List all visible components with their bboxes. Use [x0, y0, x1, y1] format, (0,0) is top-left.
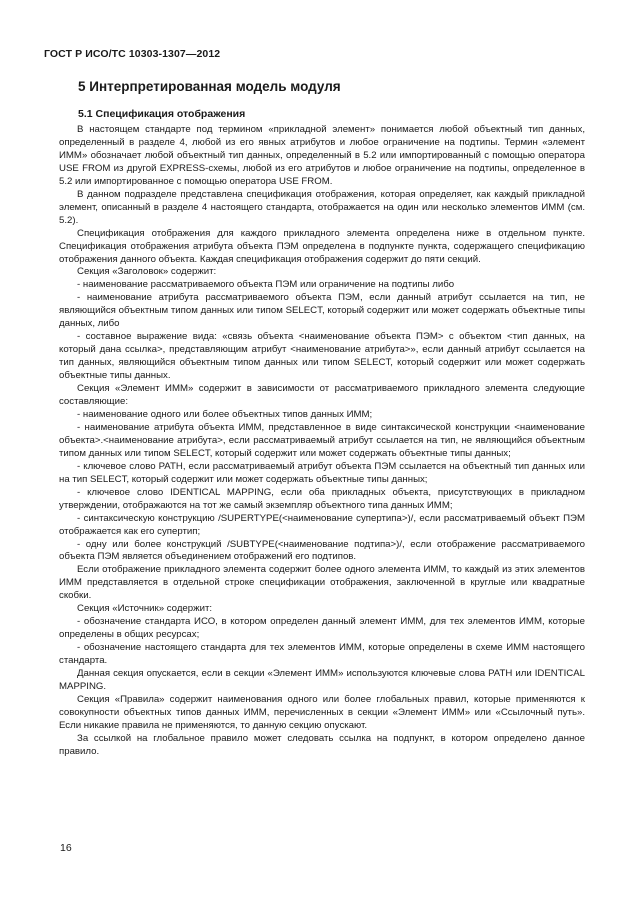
paragraph: Секция «Источник» содержит: — [77, 603, 213, 615]
subsection-title: 5.1 Спецификация отображения — [78, 108, 246, 120]
paragraph: Данная секция опускается, если в секции «Элемент ИММ» используются ключевые слова PATH или IDENTICAL MAPPING. — [59, 668, 585, 692]
list-item: - наименование атрибута объекта ИММ, представленное в виде синтаксической конструкции <наименование объекта>.<наименование атрибута>, если рассматриваемый атрибут ссылается на тип, не являющийся объектным типом данных или типом SELECT, который содержит или может содержать объектные типы данных; — [59, 421, 585, 459]
body-text — [59, 124, 585, 759]
list-item: - синтаксическую конструкцию /SUPERTYPE(<наименование супертипа>)/, если рассматриваемый объект ПЭМ отображается как его супертип; — [59, 512, 585, 537]
paragraph: Секция «Элемент ИММ» содержит в зависимости от рассматриваемого прикладного элемента следующие составляющие: — [59, 383, 585, 408]
list-item: - наименование атрибута рассматриваемого объекта ПЭМ, если данный атрибут ссылается на тип, не являющийся объектным типом данных или типом SELECT, который содержит или может содержать объектные типы данных, либо — [59, 292, 585, 330]
list-item: - одну или более конструкций /SUBTYPE(<наименование подтипа>)/, если отображение рассматриваемого объекта ПЭМ является объединением отображений его подтипов. — [59, 538, 585, 563]
paragraph: Если отображение прикладного элемента содержит более одного элемента ИММ, то каждый из этих элементов ИММ представляется в отдельной строке спецификации отображения, заключенной в круглые или квадратные скобки. — [59, 564, 585, 602]
list-item: - составное выражение вида: «связь объекта <наименование объекта ПЭМ> с объектом <тип данных, на который дана ссылка>, представляющим атрибут <наименование атрибута>», если данный атрибут ссылается на тип данных, являющийся объектным типом данных или типом SELECT, который содержит или может содержать объектные типы данных. — [59, 331, 585, 382]
list-item: - обозначение стандарта ИСО, в котором определен данный элемент ИММ, для тех элементов ИММ, которые определены в общих ресурсах; — [59, 616, 585, 641]
paragraph: За ссылкой на глобальное правило может следовать ссылка на подпункт, в котором определено данное правило. — [59, 732, 585, 757]
page-number: 16 — [60, 842, 72, 854]
list-item: - наименование рассматриваемого объекта ПЭМ или ограничение на подтипы либо — [77, 279, 455, 291]
paragraph: Секция «Правила» содержит наименования одного или более глобальных правил, которые применяются к совокупности объектных типов данных ИММ, перечисленных в секции «Элемент ИММ» или «Ссылочный путь». Если никакие правила не применяются, то данную секцию опускают. — [59, 693, 585, 731]
paragraph: Секция «Заголовок» содержит: — [77, 266, 217, 278]
list-item: - ключевое слово IDENTICAL MAPPING, если оба прикладных объекта, присутствующих в прикладном утверждении, отображаются на тот же самый экземпляр объектного типа данных ИММ; — [59, 486, 585, 511]
document-header: ГОСТ Р ИСО/ТС 10303-1307—2012 — [44, 48, 221, 60]
list-item: - наименование одного или более объектных типов данных ИММ; — [77, 408, 373, 420]
paragraph: Спецификация отображения для каждого прикладного элемента определена ниже в отдельном пункте. Спецификация отображения атрибута объекта ПЭМ определена в подпункте пункта, содержащего спецификацию отображения данного объекта. Каждая спецификация отображения содержит до пяти секций. — [59, 227, 585, 265]
list-item: - ключевое слово PATH, если рассматриваемый атрибут объекта ПЭМ ссылается на объектный тип данных или на тип SELECT, который содержит или может содержать объектные типы данных; — [59, 460, 585, 485]
list-item: - обозначение настоящего стандарта для тех элементов ИММ, которые определены в схеме ИММ настоящего стандарта. — [59, 642, 585, 667]
paragraph: В настоящем стандарте под термином «прикладной элемент» понимается любой объектный тип данных, определенный в разделе 4, любой из его явных атрибутов и любое ограничение на подтипы. Термин «элемент ИММ» обозначает любой объектный тип данных, определенный в 5.2 или импортированный с помощью оператора USE FROM из другой EXPRESS-схемы, любой из его атрибутов и любое ограничение на подтипы, определенное в 5.2 или импортированное с помощью оператора USE FROM. — [59, 124, 585, 187]
paragraph: В данном подразделе представлена спецификация отображения, которая определяет, как каждый прикладной элемент, описанный в разделе 4 настоящего стандарта, отображается на один или несколько элементов ИММ (см. 5.2). — [59, 188, 585, 226]
section-title: 5 Интерпретированная модель модуля — [78, 79, 341, 94]
